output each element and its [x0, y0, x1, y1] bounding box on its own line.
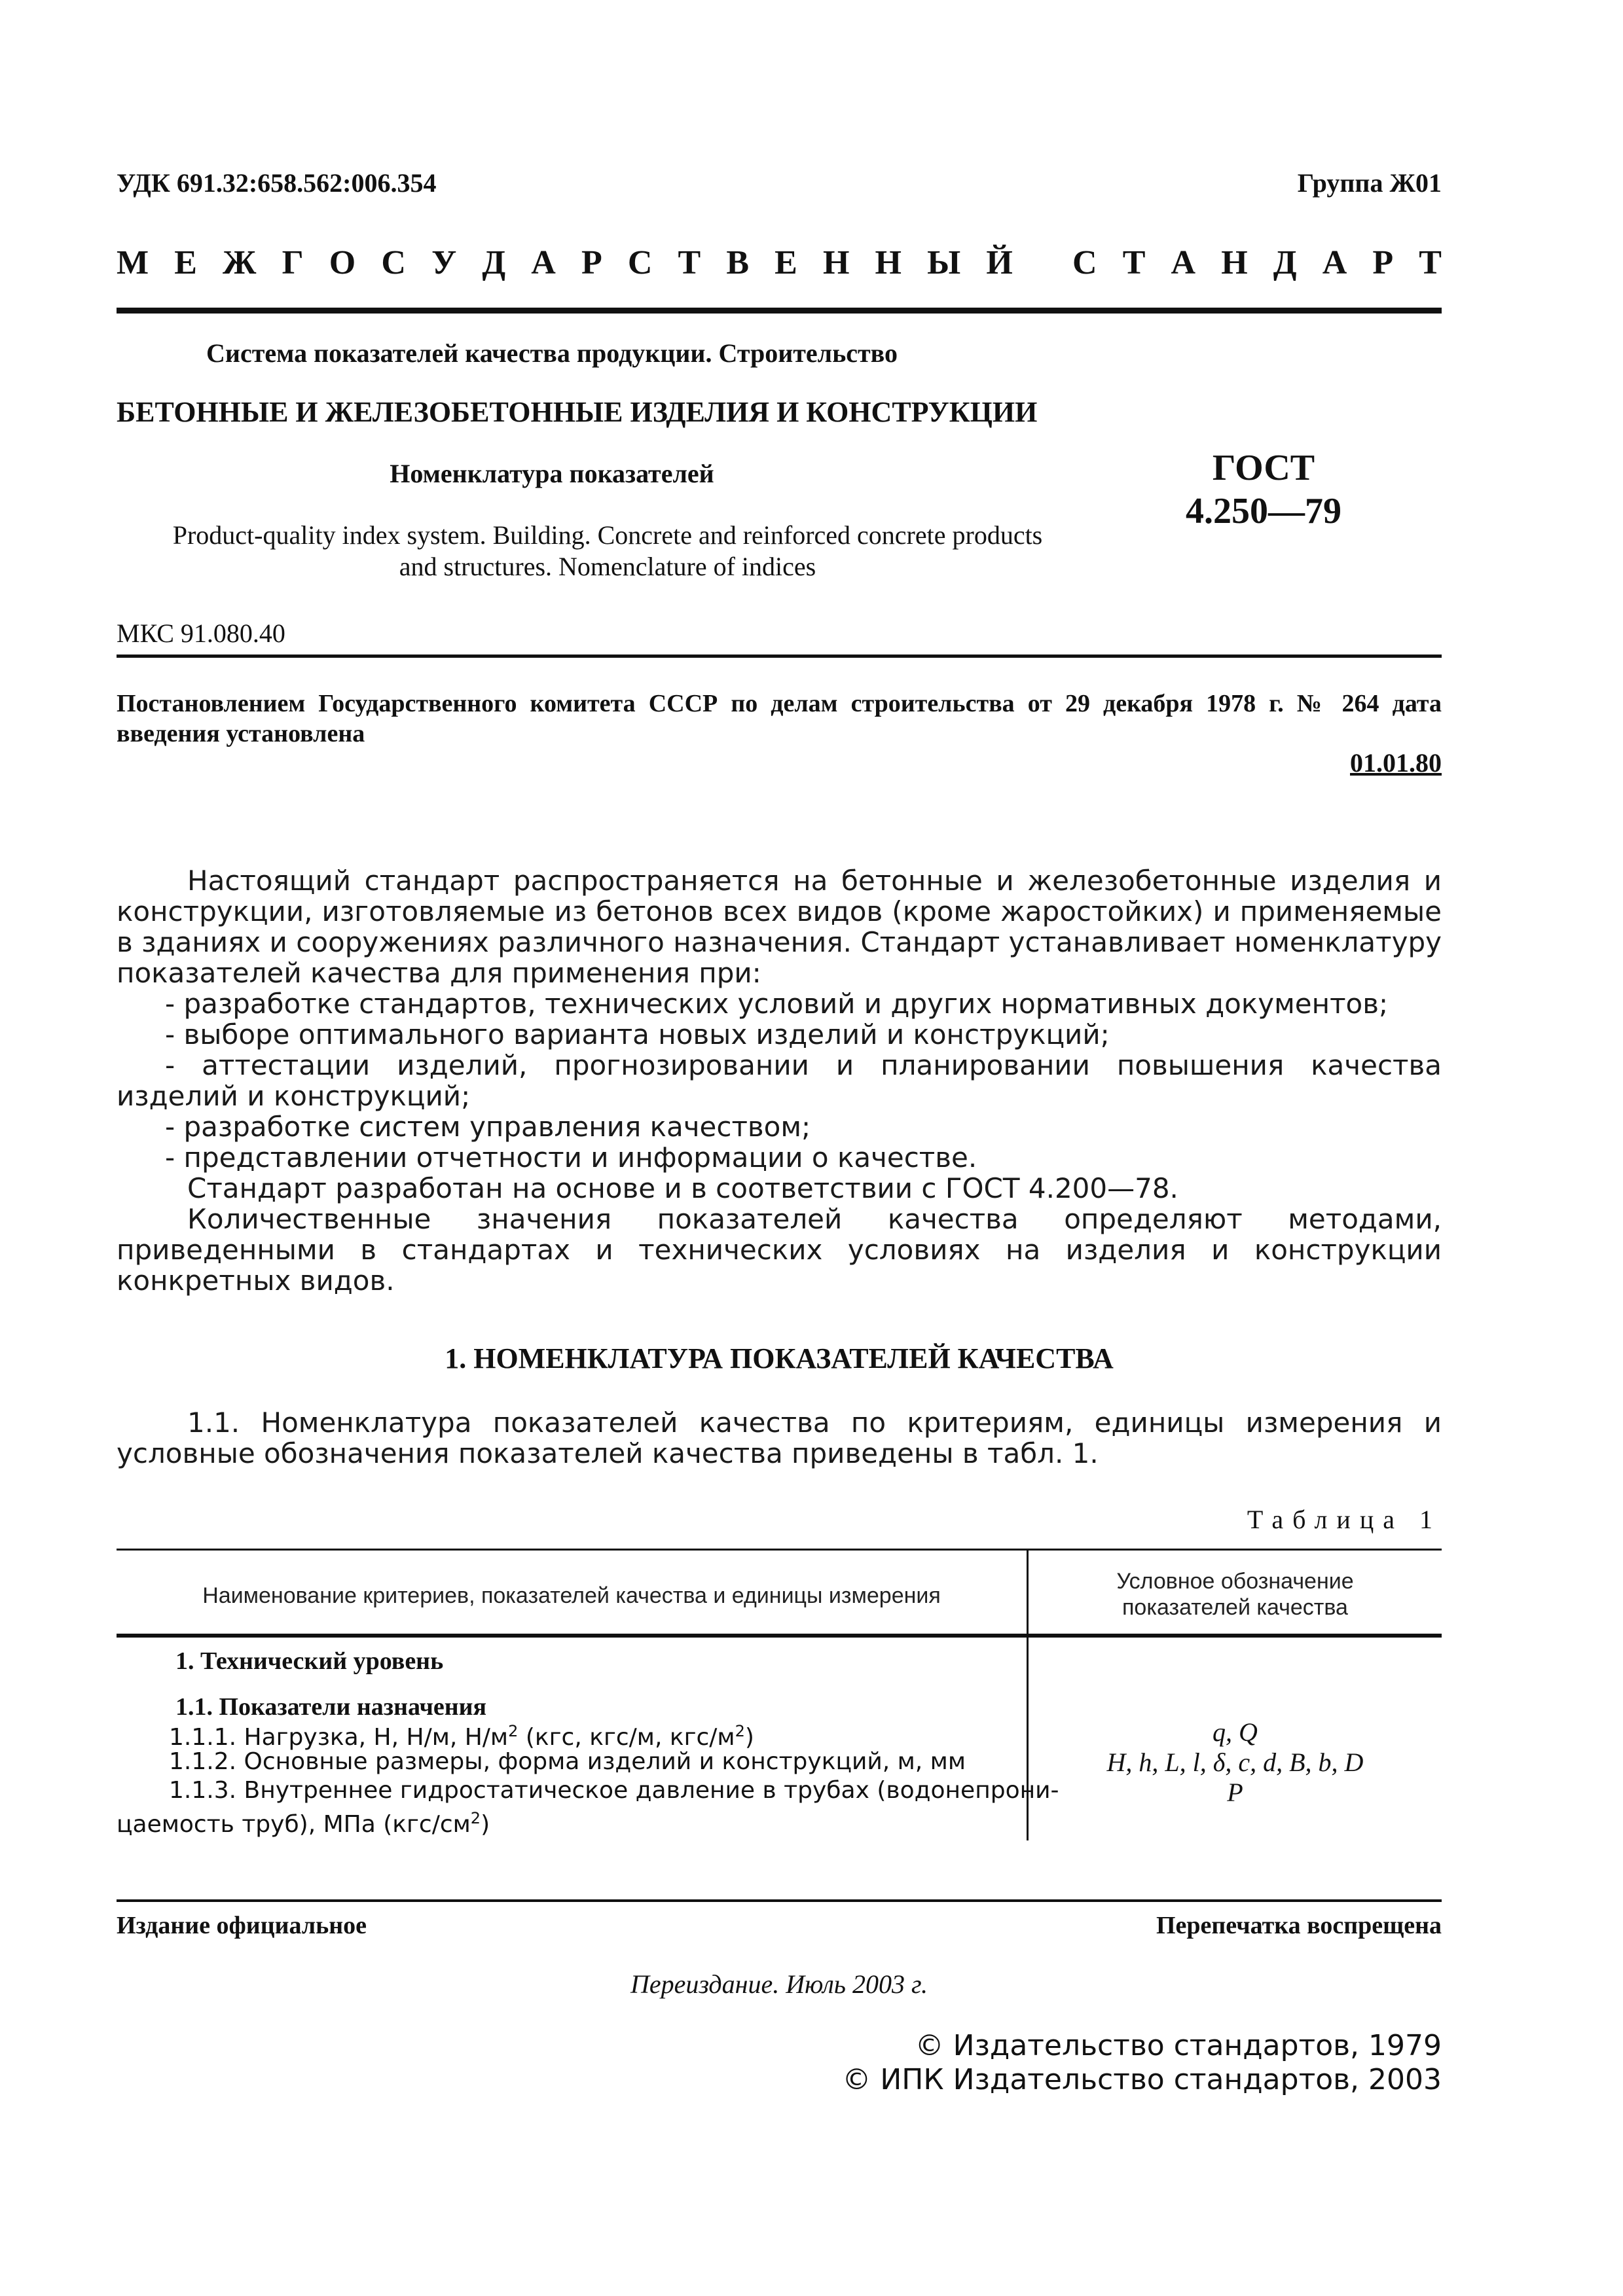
heading-letter: Ж	[223, 244, 257, 281]
heading-letter: Е	[174, 244, 197, 281]
section-paragraph: 1.1. Номенклатура показателей качества по критериям, единицы измерения и условные обозначения показателей качества приведены в табл. 1.	[117, 1407, 1442, 1469]
group-code: Группа Ж01	[1297, 168, 1442, 198]
table-row-continuation: цаемость труб), МПа $(кгс/см^2)$	[117, 1809, 490, 1838]
row-number: 1.1.3.	[169, 1777, 237, 1804]
row-text: Внутреннее гидростатическое давление в трубах (водонепрони-	[244, 1777, 1059, 1804]
methods-paragraph: Количественные значения показателей качества определяют методами, приведенными в стандартах и технических условиях на изделия и конструкции конкретных видов.	[117, 1203, 1442, 1297]
table-row	[169, 1718, 754, 1751]
english-title-line-2: and structures. Nomenclature of indices	[399, 552, 816, 581]
list-item: - аттестации изделий, прогнозировании и планировании повышения качества изделий и конструкций;	[117, 1049, 1442, 1112]
heading-letter: Р	[581, 244, 602, 281]
gost-designation	[1152, 446, 1375, 533]
symbol-dimensions: H, h, L, l, δ, c, d, B, b, D	[1106, 1748, 1364, 1777]
heading-letter: У	[431, 244, 457, 281]
heading-letter: Д	[482, 244, 506, 281]
heading-letter: С	[627, 244, 653, 281]
table-row	[169, 1749, 966, 1775]
heading-letter: Н	[1221, 244, 1248, 281]
heading-letter: С	[381, 244, 406, 281]
reprint-note: Перепечатка воспрещена	[1156, 1912, 1442, 1939]
symbol-header-line-1: Условное обозначение	[1116, 1569, 1354, 1594]
symbol-pressure: P	[1227, 1778, 1243, 1807]
heading-letter: Д	[1273, 244, 1297, 281]
heading-letter: Т	[678, 244, 701, 281]
official-edition-note: Издание официальное	[117, 1912, 367, 1939]
decree-text: Постановлением Государственного комитета СССР по делам строительства от 29 декабря 1978 г. № 264 дата введения установлена	[117, 690, 1442, 747]
gost-number: 4.250—79	[1186, 491, 1341, 531]
row-text: Основные размеры, форма изделий и конструкций, м, мм	[244, 1748, 966, 1775]
table-header-rule	[117, 1634, 1442, 1638]
heading-letter	[1038, 243, 1047, 282]
basis-paragraph: Стандарт разработан на основе и в соответствии с ГОСТ 4.200—78.	[187, 1172, 1178, 1204]
symbol-load: q, Q	[1213, 1717, 1258, 1747]
row-text: Нагрузка, Н, Н/м, $Н/м^2$ (кгс, кгс/м, кгс/$м^2$)	[244, 1722, 754, 1751]
table-group-heading: 1. Технический уровень	[175, 1647, 444, 1675]
mks-code: МКС 91.080.40	[117, 619, 285, 648]
heading-letter: Т	[1419, 244, 1442, 281]
heading-letter: О	[329, 244, 356, 281]
section-heading: 1. НОМЕНКЛАТУРА ПОКАЗАТЕЛЕЙ КАЧЕСТВА	[445, 1342, 1114, 1374]
list-item: - разработке стандартов, технических условий и других нормативных документов;	[165, 988, 1389, 1020]
footer-rule	[117, 1899, 1442, 1902]
udk-code: УДК 691.32:658.562:006.354	[117, 168, 437, 198]
heading-letter: А	[1322, 244, 1347, 281]
heading-letter: Й	[986, 244, 1013, 281]
copyright-block	[842, 2029, 1442, 2097]
intro-paragraph: Настоящий стандарт распространяется на бетонные и железобетонные изделия и конструкции, изготовляемые из бетонов всех видов (кроме жаростойких) и применяемые в зданиях и сооружениях различного назначения. Стандарт устанавливает номенклатуру показателей качества для применения при:	[117, 865, 1442, 989]
heading-letter: В	[726, 244, 750, 281]
heading-letter: Ы	[927, 244, 961, 281]
copyright-line: © ИПК Издательство стандартов, 2003	[842, 2063, 1442, 2096]
heading-letter: Р	[1372, 244, 1394, 281]
heading-letter: А	[1171, 244, 1196, 281]
english-title	[117, 520, 1099, 583]
list-item: - представлении отчетности и информации о качестве.	[165, 1141, 977, 1174]
table-column-header-symbol	[1029, 1568, 1442, 1621]
table-column-header-name: Наименование критериев, показателей качества и единицы измерения	[202, 1583, 941, 1608]
table-subgroup-heading: 1.1. Показатели назначения	[175, 1693, 487, 1721]
title-rule	[117, 655, 1442, 658]
heading-letter: Г	[282, 244, 304, 281]
standard-type-heading	[117, 243, 1442, 282]
list-item: - разработке систем управления качеством;	[165, 1111, 811, 1143]
english-title-line-1: Product-quality index system. Building. Concrete and reinforced concrete products	[172, 520, 1043, 550]
main-title: БЕТОННЫЕ И ЖЕЛЕЗОБЕТОННЫЕ ИЗДЕЛИЯ И КОНСТРУКЦИИ	[117, 396, 1038, 428]
heading-letter: А	[531, 244, 556, 281]
table-row	[169, 1778, 1059, 1804]
reissue-note: Переиздание. Июль 2003 г.	[630, 1969, 928, 1999]
effective-date: 01.01.80	[1350, 748, 1442, 778]
symbol-header-line-2: показателей качества	[1122, 1595, 1348, 1620]
heading-letter: Н	[875, 244, 902, 281]
heading-letter: Т	[1122, 244, 1146, 281]
table-caption: Таблица 1	[1247, 1505, 1442, 1534]
heading-letter: С	[1072, 244, 1097, 281]
top-thick-rule	[117, 308, 1442, 314]
heading-letter: М	[117, 244, 149, 281]
row-number: 1.1.1.	[169, 1724, 237, 1751]
system-title: Система показателей качества продукции. Строительство	[206, 338, 898, 368]
list-item: - выборе оптимального варианта новых изделий и конструкций;	[165, 1018, 1110, 1050]
row-number: 1.1.2.	[169, 1748, 237, 1775]
copyright-line: © Издательство стандартов, 1979	[915, 2029, 1442, 2062]
intro-text	[117, 865, 1442, 1296]
table-top-rule	[117, 1549, 1442, 1551]
heading-letter: Н	[822, 244, 850, 281]
sub-title: Номенклатура показателей	[390, 459, 714, 488]
gost-label: ГОСТ	[1212, 448, 1315, 488]
heading-letter: Е	[775, 244, 797, 281]
